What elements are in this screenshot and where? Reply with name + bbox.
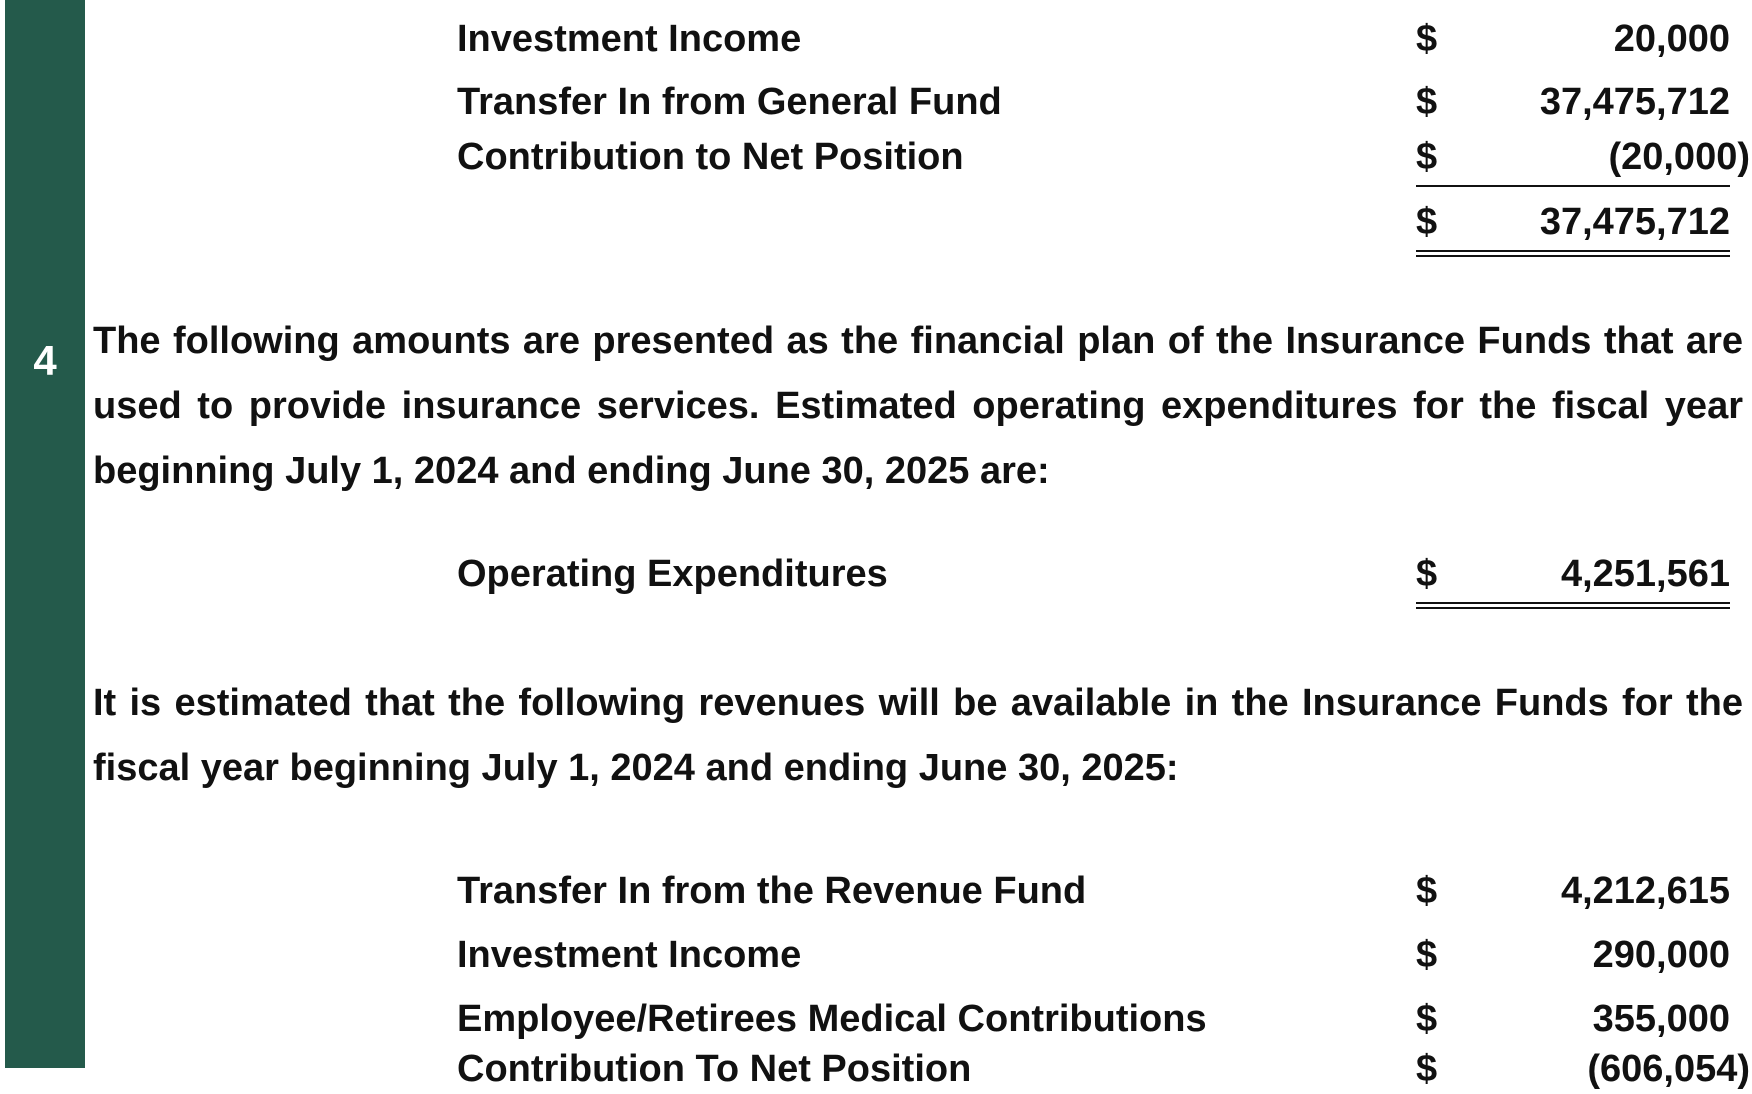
line-item — [0, 132, 1752, 182]
expenditures-paragraph: The following amounts are presented as the financial plan of the Insurance Funds that are used to provide insurance services. Estimated operating expenditures for the fiscal year beginning July 1, 2024 and ending June 30, 2025 are: — [93, 320, 1743, 492]
line-item-amount: 355,000 — [1592, 998, 1730, 1040]
line-item-amount: (20,000) — [1608, 136, 1750, 178]
currency-symbol: $ — [1416, 934, 1438, 976]
section-number: 4 — [33, 337, 57, 384]
currency-symbol: $ — [1416, 553, 1438, 595]
line-item — [0, 14, 1752, 64]
line-item-amount: 4,212,615 — [1560, 870, 1730, 912]
currency-symbol: $ — [1416, 998, 1438, 1040]
currency-symbol: $ — [1416, 1048, 1438, 1090]
total-double-rule — [1416, 250, 1730, 257]
currency-symbol: $ — [1416, 870, 1438, 912]
line-item-label: Operating Expenditures — [457, 553, 888, 595]
line-item — [0, 930, 1752, 980]
total-double-rule — [1416, 602, 1730, 609]
currency-symbol: $ — [1416, 201, 1438, 243]
line-item — [0, 994, 1752, 1044]
total-amount: 37,475,712 — [1539, 201, 1730, 243]
line-item-amount: 290,000 — [1592, 934, 1730, 976]
currency-symbol: $ — [1416, 136, 1438, 178]
operating-expenditures-row — [0, 549, 1752, 599]
line-item-label: Contribution To Net Position — [457, 1048, 972, 1090]
subtotal-rule — [1416, 185, 1730, 187]
line-item — [0, 77, 1752, 127]
line-item-label: Transfer In from the Revenue Fund — [457, 870, 1087, 912]
total-row — [0, 197, 1752, 247]
line-item-amount: (606,054) — [1587, 1048, 1750, 1090]
line-item-amount: 37,475,712 — [1539, 81, 1730, 123]
line-item — [0, 866, 1752, 916]
line-item-label: Transfer In from General Fund — [457, 81, 1002, 123]
line-item-label: Investment Income — [457, 934, 802, 976]
revenues-paragraph: It is estimated that the following revenues will be available in the Insurance Funds for the fiscal year beginning July 1, 2024 and ending June 30, 2025: — [93, 682, 1743, 789]
line-item-amount: 4,251,561 — [1560, 553, 1730, 595]
line-item-amount: 20,000 — [1613, 18, 1730, 60]
currency-symbol: $ — [1416, 81, 1438, 123]
currency-symbol: $ — [1416, 18, 1438, 60]
line-item-label: Investment Income — [457, 18, 802, 60]
line-item-label: Contribution to Net Position — [457, 136, 964, 178]
line-item — [0, 1044, 1752, 1094]
line-item-label: Employee/Retirees Medical Contributions — [457, 998, 1207, 1040]
